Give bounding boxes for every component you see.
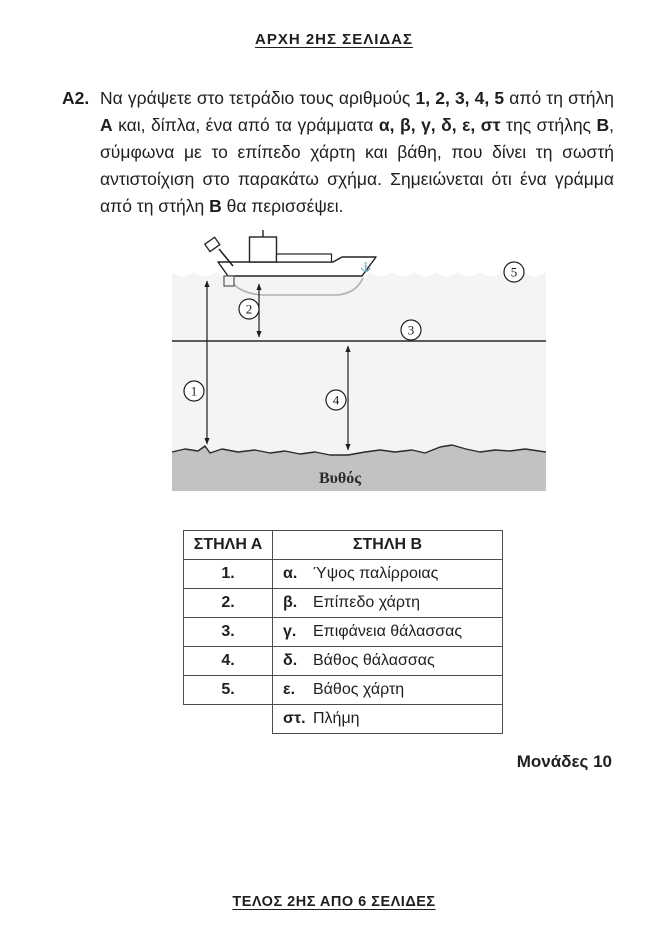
label-4-badge [326, 390, 346, 410]
label-3-badge [401, 320, 421, 340]
question-text: Να γράψετε στο τετράδιο τους αριθμούς 1, 2, 3, 4, 5 από τη στήλη Α και, δίπλα, ένα από τα γράμματα α, β, γ, δ, ε, στ της στήλης Β, σύμφωνα με το επίπεδο χάρτη και βάθη, που δίνει τη σωστή αντιστοίχιση στο παρακάτω σχήμα. Σημειώνεται ότι ένα γράμμα από τη στήλη Β θα περισσέψει. [100, 88, 614, 216]
row-option-label: Επιφάνεια θάλασσας [313, 623, 463, 640]
row-number-cell: 2. [184, 589, 273, 618]
row-option-letter: α. [283, 565, 298, 582]
row-option-cell [273, 589, 503, 618]
label-1-badge [184, 381, 204, 401]
row-option-cell [273, 647, 503, 676]
row-option-letter: δ. [283, 652, 298, 669]
label-3-text: 3 [407, 322, 415, 338]
question-a2 [62, 85, 614, 220]
table-row [184, 618, 503, 647]
row-option-label: Ύψος παλίρροιας [313, 565, 439, 582]
row-option-letter: στ. [283, 710, 306, 727]
page-header: ΑΡΧΗ 2ΗΣ ΣΕΛΙΔΑΣ [255, 31, 413, 48]
ship-superstructure [250, 237, 277, 262]
matching-table [183, 530, 503, 734]
label-4-text: 4 [332, 392, 340, 408]
depth-diagram [170, 230, 546, 492]
table-row [184, 705, 503, 734]
row-option-label: Βάθος θάλασσας [313, 652, 435, 669]
table-row [184, 647, 503, 676]
row-option-cell [273, 676, 503, 705]
row-number-cell: 3. [184, 618, 273, 647]
row-option-label: Πλήμη [313, 710, 360, 727]
row-option-cell [273, 618, 503, 647]
row-option-letter: β. [283, 594, 298, 611]
row-number-cell: 5. [184, 676, 273, 705]
anchor-icon: ⚓ [360, 262, 372, 272]
table-row [184, 676, 503, 705]
row-number-cell [184, 705, 273, 734]
stern-flag [205, 237, 220, 251]
table-row [184, 589, 503, 618]
label-5-text: 5 [510, 264, 518, 280]
page-footer: ΤΕΛΟΣ 2ΗΣ ΑΠΟ 6 ΣΕΛΙΔΕΣ [232, 894, 436, 910]
label-2-badge [239, 299, 259, 319]
row-number-cell: 4. [184, 647, 273, 676]
table-row [184, 560, 503, 589]
row-option-letter: ε. [283, 681, 296, 698]
row-number-cell: 1. [184, 560, 273, 589]
label-1-text: 1 [190, 383, 198, 399]
label-5-badge [504, 262, 524, 282]
ship-deckhouse [277, 254, 332, 262]
row-option-letter: γ. [283, 623, 297, 640]
row-option-label: Επίπεδο χάρτη [313, 594, 420, 611]
water-area [172, 272, 546, 470]
stern-float-box [224, 276, 234, 286]
col-b-header: ΣΤΗΛΗ Β [273, 531, 503, 560]
label-2-text: 2 [245, 301, 253, 317]
col-a-header: ΣΤΗΛΗ Α [184, 531, 273, 560]
question-number: Α2. [62, 88, 90, 108]
row-option-cell [273, 560, 503, 589]
table-header-row [184, 531, 503, 560]
row-option-cell [273, 705, 503, 734]
seabed-label: Βυθός [318, 470, 362, 487]
marks-label: Μονάδες 10 [516, 752, 612, 771]
row-option-label: Βάθος χάρτη [313, 681, 405, 698]
